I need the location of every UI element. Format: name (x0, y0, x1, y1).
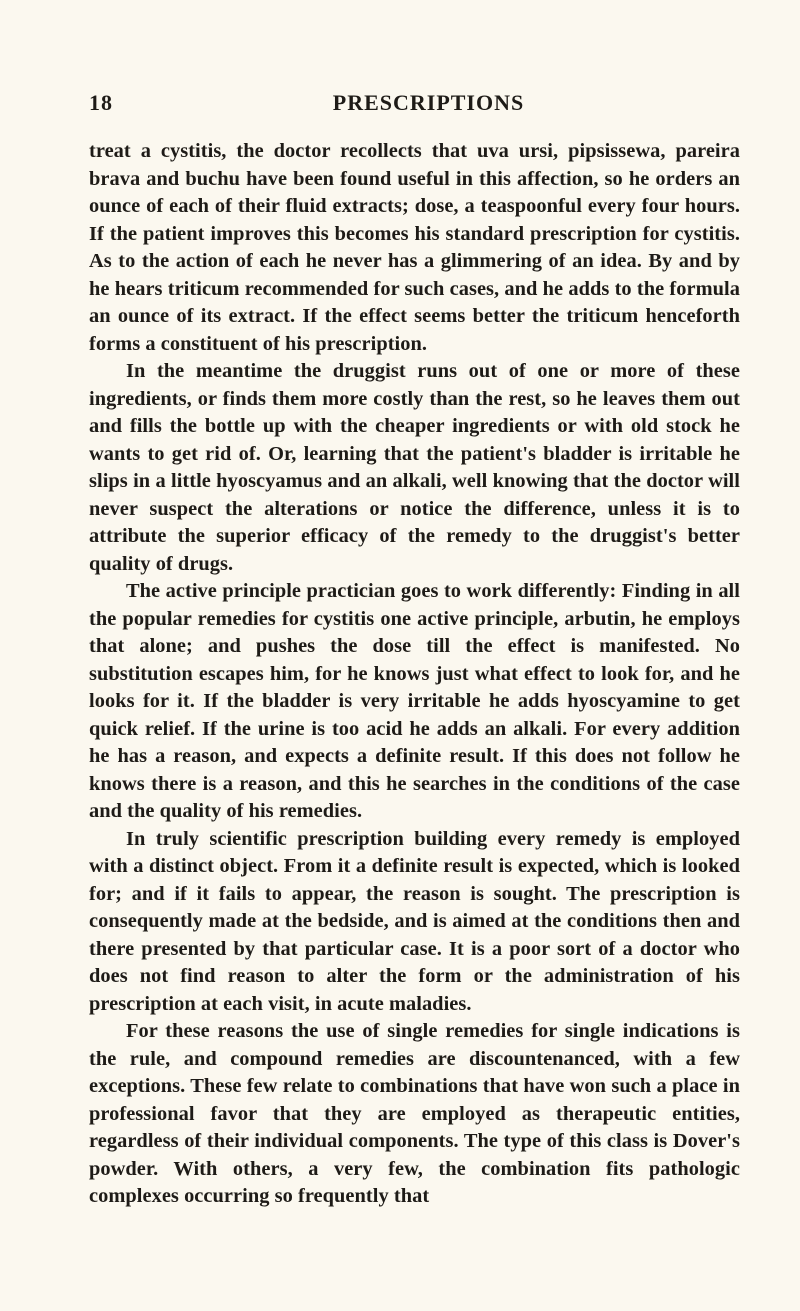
running-title: PRESCRIPTIONS (332, 90, 525, 115)
paragraph-single-remedies: For these reasons the use of single remedies for single indications is the rule, and compound remedies are discountenanced, with a few exceptions. These few relate to combinations that have won such a place in professional favor that they are employed as therapeutic entities, regardless of their individual components. The type of this class is Dover's powder. With others, a very few, the combination fits pathologic complexes occurring so frequently that (89, 1020, 740, 1207)
paragraph-scientific-prescription: In truly scientific prescription building every remedy is employed with a distinct object. From it a definite result is expected, which is looked for; and if it fails to appear, the reason is sought. The prescription is consequently made at the bedside, and is aimed at the conditions then and there presented by that particular case. It is a poor sort of a doctor who does not find reason to alter the form or the administration of his prescription at each visit, in acute maladies. (89, 827, 740, 1015)
paragraph-druggist: In the meantime the druggist runs out of one or more of these ingredients, or finds them more costly than the rest, so he leaves them out and fills the bottle up with the cheaper ingredients or with old stock he wants to get rid of. Or, learning that the patient's bladder is irritable he slips in a little hyoscyamus and an alkali, well knowing that the doctor will never suspect the alterations or notice the difference, unless it is to attribute the superior efficacy of the remedy to the druggist's better quality of drugs. (89, 360, 740, 575)
running-head (89, 90, 740, 118)
paragraph-active-principle: The active principle practician goes to work differently: Finding in all the popular remedies for cystitis one active principle, arbutin, he employs that alone; and pushes the dose till the effect is manifested. No substitution escapes him, for he knows just what effect to look for, and he looks for it. If the bladder is very irritable he adds hyoscyamine to get quick relief. If the urine is too acid he adds an alkali. For every addition he has a reason, and expects a definite result. If this does not follow he knows there is a reason, and this he searches in the conditions of the case and the quality of his remedies. (89, 580, 740, 822)
body-text (89, 138, 740, 1211)
page-number: 18 (89, 90, 113, 115)
paragraph-continued: treat a cystitis, the doctor recollects that uva ursi, pipsissewa, pareira brava and buchu have been found useful in this affection, so he orders an ounce of each of their fluid extracts; dose, a teaspoonful every four hours. If the patient improves this becomes his standard prescription for cystitis. As to the action of each he never has a glimmering of an idea. By and by he hears triticum recommended for such cases, and he adds to the formula an ounce of its extract. If the effect seems better the triticum henceforth forms a constituent of his prescription. (89, 140, 740, 355)
